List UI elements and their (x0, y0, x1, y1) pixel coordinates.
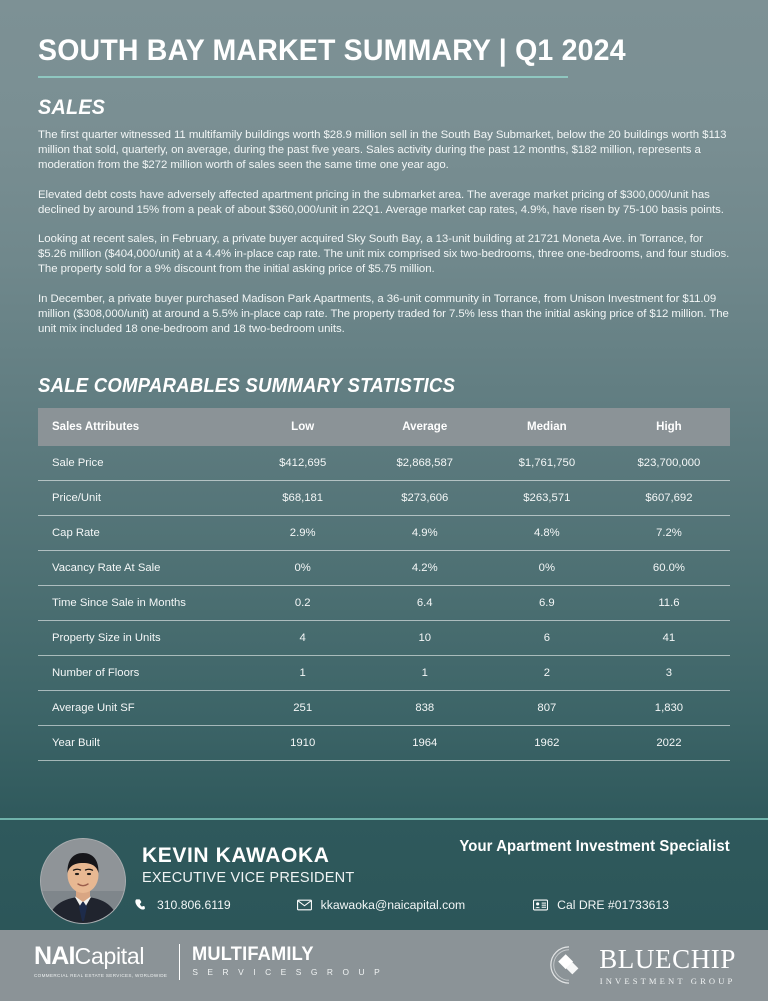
agent-name: KEVIN KAWAOKA (142, 844, 330, 867)
cell-low: 0% (242, 551, 364, 586)
cell-low: 4 (242, 621, 364, 656)
cell-high: 3 (608, 656, 730, 691)
agent-role: EXECUTIVE VICE PRESIDENT (142, 869, 355, 886)
sales-section-heading: SALES (38, 96, 106, 119)
nai-capital-wordmark (34, 942, 167, 971)
column-header-low: Low (242, 408, 364, 446)
table-row (38, 621, 730, 656)
email-value: kkawaoka@naicapital.com (320, 898, 466, 912)
cell-high: 2022 (608, 726, 730, 761)
cell-low: 2.9% (242, 516, 364, 551)
title-underline-rule (38, 76, 568, 78)
table-row (38, 551, 730, 586)
table-row (38, 481, 730, 516)
cell-median: 1962 (486, 726, 608, 761)
cell-average: 4.2% (364, 551, 486, 586)
agent-headshot-image (41, 839, 125, 923)
bluechip-text (599, 945, 736, 986)
cell-low: $68,181 (242, 481, 364, 516)
cell-low: 1 (242, 656, 364, 691)
cell-average: 6.4 (364, 586, 486, 621)
cell-low: 1910 (242, 726, 364, 761)
cell-median: 6 (486, 621, 608, 656)
cell-high: $607,692 (608, 481, 730, 516)
table-header (38, 408, 730, 446)
phone-value: 310.806.6119 (157, 898, 231, 912)
table-row (38, 446, 730, 481)
contact-row (134, 898, 734, 912)
column-header-median: Median (486, 408, 608, 446)
cell-low: 251 (242, 691, 364, 726)
cell-high: 41 (608, 621, 730, 656)
page-title: SOUTH BAY MARKET SUMMARY | Q1 2024 (38, 34, 626, 67)
sale-comparables-table (38, 408, 730, 761)
cell-average: 838 (364, 691, 486, 726)
cell-median: 4.8% (486, 516, 608, 551)
contact-phone[interactable] (134, 898, 231, 912)
nai-tagline: COMMERCIAL REAL ESTATE SERVICES, WORLDWIDE (34, 973, 168, 978)
cell-attribute: Number of Floors (38, 656, 242, 691)
cell-average: 4.9% (364, 516, 486, 551)
table-header-row (38, 408, 730, 446)
cell-average: $273,606 (364, 481, 486, 516)
sales-paragraph: Elevated debt costs have adversely affected apartment pricing in the submarket area. The average market pricing of $300,000/unit has declined by around 15% from a peak of about $360,000/unit in 22Q1. Average market cap rates, 4.9%, have risen by 75-100 basis points. (38, 188, 724, 216)
cell-attribute: Property Size in Units (38, 621, 242, 656)
comparables-heading: SALE COMPARABLES SUMMARY STATISTICS (38, 375, 456, 398)
cell-median: $1,761,750 (486, 446, 608, 481)
contact-license (533, 898, 669, 912)
column-header-high: High (608, 408, 730, 446)
multifamily-title: MULTIFAMILY (192, 944, 314, 965)
nai-capital-logo (34, 942, 383, 980)
cell-average: 10 (364, 621, 486, 656)
column-header-attribute: Sales Attributes (38, 408, 242, 446)
page-header (0, 0, 768, 120)
sales-body-copy (0, 128, 768, 337)
cell-attribute: Time Since Sale in Months (38, 586, 242, 621)
cell-attribute: Average Unit SF (38, 691, 242, 726)
column-header-average: Average (364, 408, 486, 446)
table-row (38, 726, 730, 761)
logo-divider (179, 944, 180, 980)
cell-average: 1964 (364, 726, 486, 761)
table-body (38, 446, 730, 761)
cell-median: 6.9 (486, 586, 608, 621)
footer-tagline: Your Apartment Investment Specialist (459, 838, 730, 855)
id-card-icon (533, 899, 548, 911)
cell-attribute: Price/Unit (38, 481, 242, 516)
cell-high: 1,830 (608, 691, 730, 726)
table-row (38, 656, 730, 691)
cell-low: $412,695 (242, 446, 364, 481)
cell-attribute: Sale Price (38, 446, 242, 481)
avatar (40, 838, 126, 924)
multifamily-group-logo (192, 942, 383, 977)
cell-attribute: Vacancy Rate At Sale (38, 551, 242, 586)
contact-email[interactable] (297, 898, 465, 912)
envelope-icon (297, 899, 312, 911)
cell-low: 0.2 (242, 586, 364, 621)
license-value: Cal DRE #01733613 (557, 898, 669, 912)
phone-icon (134, 898, 148, 912)
cell-average: $2,868,587 (364, 446, 486, 481)
cell-high: $23,700,000 (608, 446, 730, 481)
cell-median: 2 (486, 656, 608, 691)
cell-high: 11.6 (608, 586, 730, 621)
cell-high: 60.0% (608, 551, 730, 586)
bluechip-name: BLUECHIP (599, 943, 736, 974)
bluechip-diamond-icon (548, 944, 590, 986)
sale-comparables-section (0, 351, 768, 761)
multifamily-subtitle: S E R V I C E S G R O U P (192, 967, 384, 977)
cell-average: 1 (364, 656, 486, 691)
nai-prefix: NAI (34, 942, 75, 970)
bluechip-subtitle: INVESTMENT GROUP (599, 975, 736, 986)
agent-text (142, 838, 361, 888)
cell-high: 7.2% (608, 516, 730, 551)
sales-paragraph: In December, a private buyer purchased Madison Park Apartments, a 36-unit community in Torrance, from Unison Investment for $11.09 million ($308,000/unit) at around a 5.5% in-place cap rate. The property traded for 7.5% less than the initial asking price of $12 million. The unit mix included 18 one-bedroom and 18 two-bedroom units. (38, 292, 729, 336)
table-row (38, 691, 730, 726)
cell-attribute: Year Built (38, 726, 242, 761)
bluechip-logo (548, 944, 736, 986)
sales-paragraph: Looking at recent sales, in February, a private buyer acquired Sky South Bay, a 13-unit building at 21721 Moneta Ave. in Torrance, for $5.26 million ($404,000/unit) at a 4.4% in-place cap rate. The unit mix comprised six two-bedrooms, three one-bedrooms, and four studios. The property sold for a 9% discount from the initial asking price of $5.75 million. (38, 233, 730, 276)
table-row (38, 586, 730, 621)
sales-paragraph: The first quarter witnessed 11 multifamily buildings worth $28.9 million sell in the South Bay Submarket, below the 20 buildings worth $113 million that sold, quarterly, on average, during the past five years. Sales activity during the past 12 months, $182 million, represents a moderation from the $272 million worth of sales seen the same time one year ago. (38, 129, 727, 172)
nai-suffix: Capital (74, 943, 145, 969)
cell-median: 807 (486, 691, 608, 726)
cell-median: 0% (486, 551, 608, 586)
cell-attribute: Cap Rate (38, 516, 242, 551)
logo-bar (0, 930, 768, 1001)
footer-divider-rule (0, 818, 768, 820)
table-row (38, 516, 730, 551)
cell-median: $263,571 (486, 481, 608, 516)
